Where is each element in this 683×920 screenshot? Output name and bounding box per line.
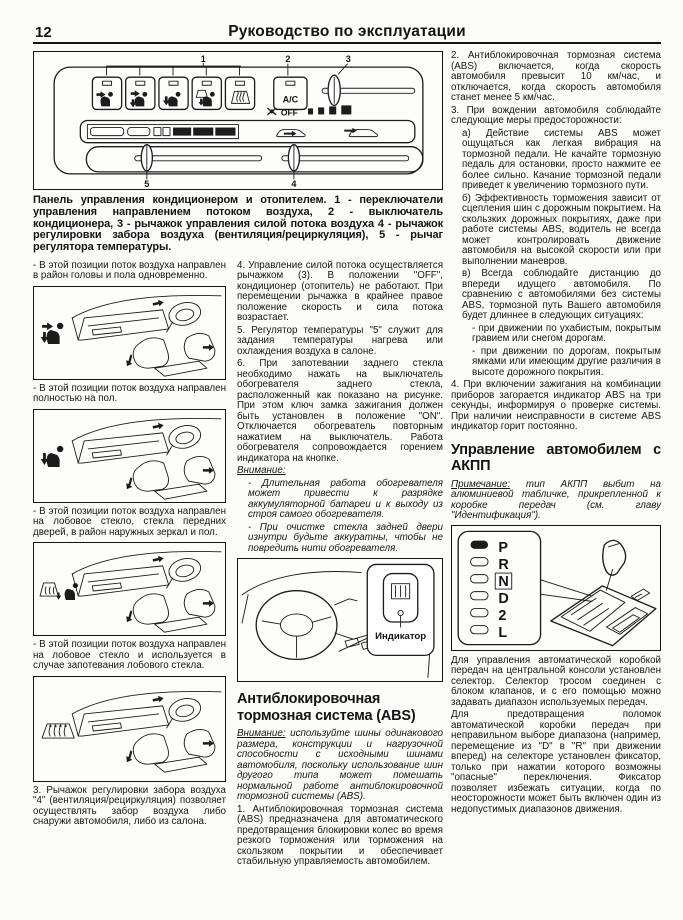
ac-button — [274, 77, 307, 109]
attention-item-wires: - При очистке стекла задней двери изнутри будьте аккуратны, чтобы не повредить нити обогревателя. — [248, 521, 443, 554]
caption-floor: - В этой позиции поток воздуха направлен полностью на пол. — [33, 382, 226, 405]
precaution-v-bullet-1: - при движении по ухабистым, покрытым гравием или снегом дорогам. — [472, 322, 661, 344]
ac-label: A/C — [282, 94, 299, 105]
gear-indicator-callout — [458, 531, 540, 644]
attention-item-battery: - Длительная работа обогревателя может привести к разрядке аккумуляторной батареи и к выходу из строя самого обогревателя. — [248, 477, 443, 521]
page-number: 12 — [35, 24, 52, 41]
slot-D — [471, 591, 489, 599]
airflow-bilevel-button — [126, 77, 155, 109]
svg-text:2: 2 — [285, 54, 291, 65]
airflow-face-button — [92, 77, 121, 109]
gear-N: N — [498, 573, 509, 590]
slot-N — [471, 574, 489, 582]
temperature-slider — [135, 145, 262, 171]
indicator-label: Индикатор — [375, 631, 427, 643]
climate-panel-drawing — [34, 52, 442, 189]
dashboard-sketch — [34, 543, 225, 635]
slot-2 — [471, 608, 489, 616]
item-6-rear-defogger: 6. При запотевании заднего стекла необходимо нажать на выключатель обогревателя заднего стекла, расположенный как показано на рисунке. При этом ключ замка зажигания должен быть установлен в положение "ON". Отключается обогреватель повторным нажатием на выключатель. Работа обогревателя сопровождается горением индикатора на кнопке. — [237, 358, 443, 464]
precaution-b: б) Эффективность торможения зависит от сцепления шин с дорожным покрытием. На скользких дорожных покрытиях, даже при работе системы ABS, водитель не всегда может контролировать движение автомобиля на высокой скорости или при выполнении маневров. — [462, 192, 661, 267]
attention-heading: Внимание: — [237, 465, 286, 477]
svg-text:3: 3 — [345, 54, 351, 65]
column-right — [451, 51, 661, 870]
floor-airflow-icon — [41, 446, 64, 467]
gear-R: R — [498, 556, 509, 573]
shift-lever-sketch — [551, 540, 656, 645]
steering-wheel — [256, 591, 337, 660]
dashboard-line — [242, 572, 361, 624]
slot-L — [471, 625, 489, 633]
defogger-switch-figure — [237, 558, 443, 682]
page-header — [33, 16, 661, 44]
two-columns — [33, 261, 443, 870]
airflow-figure-bilevel — [33, 286, 226, 380]
face-airflow-icon — [96, 91, 113, 106]
climate-panel-caption: Панель управления кондиционером и отопителем. 1 - переключатели управления направлением потоком воздуха, 2 - выключатель кондиционера, 3 - рычажок управления силой потока воздуха 4 - рычажок регулировки забора воздуха (вентиляция/рециркуляция), 5 - рычаг регулятора температуры. — [33, 194, 443, 254]
item-3-precautions-intro: 3. При вождении автомобиля соблюдайте следующие меры предосторожности: — [451, 104, 661, 126]
recirculation-icon — [277, 130, 306, 137]
selector-description: Для управления автоматической коробкой передач на центральной консоли установлен селектор. Селектор тросом соединен с блоком клапанов, и с его помощью можно задавать диапазон используемых передач. — [451, 654, 661, 708]
fan-icon — [268, 108, 276, 114]
abs-warning: Внимание: используйте шины одинакового размера, конструкции и нагрузочной способности с исходными шинами автомобиля, поскольку использование шин другого типа может помешать нормальной работе антиблокировочной тормозной системы (ABS). — [237, 728, 443, 803]
callout-1 — [107, 54, 241, 75]
akpp-note: Примечание: тип АКПП выбит на алюминиевой табличке, прикрепленной к коробке передач (см. главу "Идентификация"). — [451, 478, 661, 521]
slot-R — [471, 557, 489, 565]
caption-head-floor: - В этой позиции поток воздуха направлен в район головы и пола одновременно. — [33, 259, 226, 282]
windshield-defrost-icon — [42, 724, 74, 738]
steering-wheel-drawing — [238, 559, 442, 681]
dashboard-sketch — [34, 287, 225, 379]
precaution-v-bullet-2: - при движении по дорогам, покрытым ямками или имеющим другие различия в высоте дорожного покрытия. — [472, 345, 661, 378]
item-2-abs-speed: 2. Антиблокировочная тормозная система (ABS) включается, когда скорость автомобиля превысит 10 км/час, и отключается, когда скорость автомобиля станет менее 5 км/час. — [451, 50, 661, 103]
gear-P: P — [498, 539, 508, 556]
intake-slider — [282, 145, 409, 171]
item-5-temp-control: 5. Регулятор температуры "5" служит для задания температуры нагрева или охлаждения воздуха в салоне. — [237, 324, 443, 357]
dashboard-sketch — [34, 410, 225, 502]
page-title: Руководство по эксплуатации — [228, 23, 466, 40]
callout-2 — [285, 54, 290, 75]
airflow-figure-windshield-floor — [33, 542, 226, 636]
lock-description: Для предотвращения поломок автоматической коробки передач при неправильном выборе диапазона (например, перемещение из "D" в "R" при движении вперед) на селекторе установлен фиксатор, только при нажатии которого возможны "опасные" переключения. Фиксатор позволяет избежать ситуации, когда по неосторожности может быть включен один из недопустимых диапазонов движения. — [451, 709, 661, 815]
column-left — [33, 261, 226, 870]
item-3-intake-lever: 3. Рычажок регулировки забора воздуха "4" (вентиляция/рециркуляция) позволяет осуществлять забор воздуха либо снаружи автомобиля, либо из салона. — [33, 784, 226, 828]
fan-speed-slider — [322, 75, 415, 105]
climate-panel-figure — [33, 51, 443, 190]
gear-L: L — [498, 624, 508, 641]
caption-windshield-floor: - В этой позиции поток воздуха направлен на лобовое стекло, стекла передних дверей, в район наружных зеркал и пол. — [33, 505, 226, 538]
page-content — [33, 51, 661, 870]
left-area — [33, 51, 443, 870]
windshield-floor-airflow-icon — [40, 583, 78, 600]
akpp-heading: Управление автомобилем с АКПП — [451, 441, 661, 474]
bilevel-airflow-icon — [41, 323, 64, 345]
bilevel-airflow-icon — [130, 90, 148, 107]
svg-text:1: 1 — [200, 54, 206, 65]
fan-off-scale — [268, 105, 352, 117]
windshield-defrost-icon — [231, 91, 249, 103]
airflow-figure-floor — [33, 409, 226, 503]
svg-text:5: 5 — [144, 178, 150, 189]
column-middle — [237, 261, 443, 870]
column-stalks — [335, 599, 367, 639]
off-label: OFF — [280, 107, 298, 118]
callout-3 — [338, 54, 351, 74]
floor-defrost-airflow-icon — [196, 90, 215, 106]
abs-heading: Антиблокировочная тормозная система (ABS) — [237, 691, 416, 724]
gear-D: D — [498, 590, 509, 607]
windshield-defrost-button — [225, 77, 254, 109]
fresh-air-icon — [344, 128, 377, 137]
gear-selector-drawing — [452, 526, 660, 650]
item-4-abs-indicator: 4. При включении зажигания на комбинации приборов загорается индикатор ABS на три секунды, информируя о проверке системы. При наличии неисправности в системе ABS индикатор горит постоянно. — [451, 379, 661, 432]
defogger-callout — [367, 565, 434, 656]
dashboard-sketch — [34, 677, 225, 781]
precaution-a: а) Действие системы ABS может ощущаться как легкая вибрация на тормозной педали. Не качайте тормозную педаль для остановки, просто нажмите ее более сильно. Качание тормозной педали приведет к увеличению тормозного пути. — [462, 127, 661, 191]
item-4-fan-control: 4. Управление силой потока осуществляется рычажком (3). В положении "OFF", кондиционер (отопитель) не работают. При перемещении рычажка в крайнее правое положение скорость и сила потока возрастает. — [237, 259, 443, 324]
mode-buttons — [92, 77, 307, 109]
gear-selector-figure — [451, 525, 661, 651]
airflow-floor-defrost-button — [192, 77, 221, 109]
bottom-sliders — [86, 145, 422, 172]
floor-airflow-icon — [163, 92, 181, 107]
svg-text:4: 4 — [291, 178, 297, 189]
slot-P — [471, 540, 489, 548]
precaution-v: в) Всегда соблюдайте дистанцию до впереди идущего автомобиля. По сравнению с автомобилями без системы ABS, тормозной путь Вашего автомобиля будет длиннее в следующих ситуациях: — [462, 268, 661, 321]
caption-windshield: - В этой позиции поток воздуха направлен на лобовое стекло и используется в случае запотевания лобового стекла. — [33, 639, 226, 672]
temperature-scale-strip — [80, 121, 414, 143]
airflow-figure-defrost — [33, 676, 226, 782]
item-1-abs-purpose: 1. Антиблокировочная тормозная система (ABS) предназначена для автоматического предотвращения блокировки колес во время резкого торможения или торможения на скользком покрытии и обеспечивает стабильную управляемость автомобилем. — [237, 803, 443, 868]
gear-2: 2 — [498, 607, 507, 624]
airflow-floor-button — [159, 77, 188, 109]
